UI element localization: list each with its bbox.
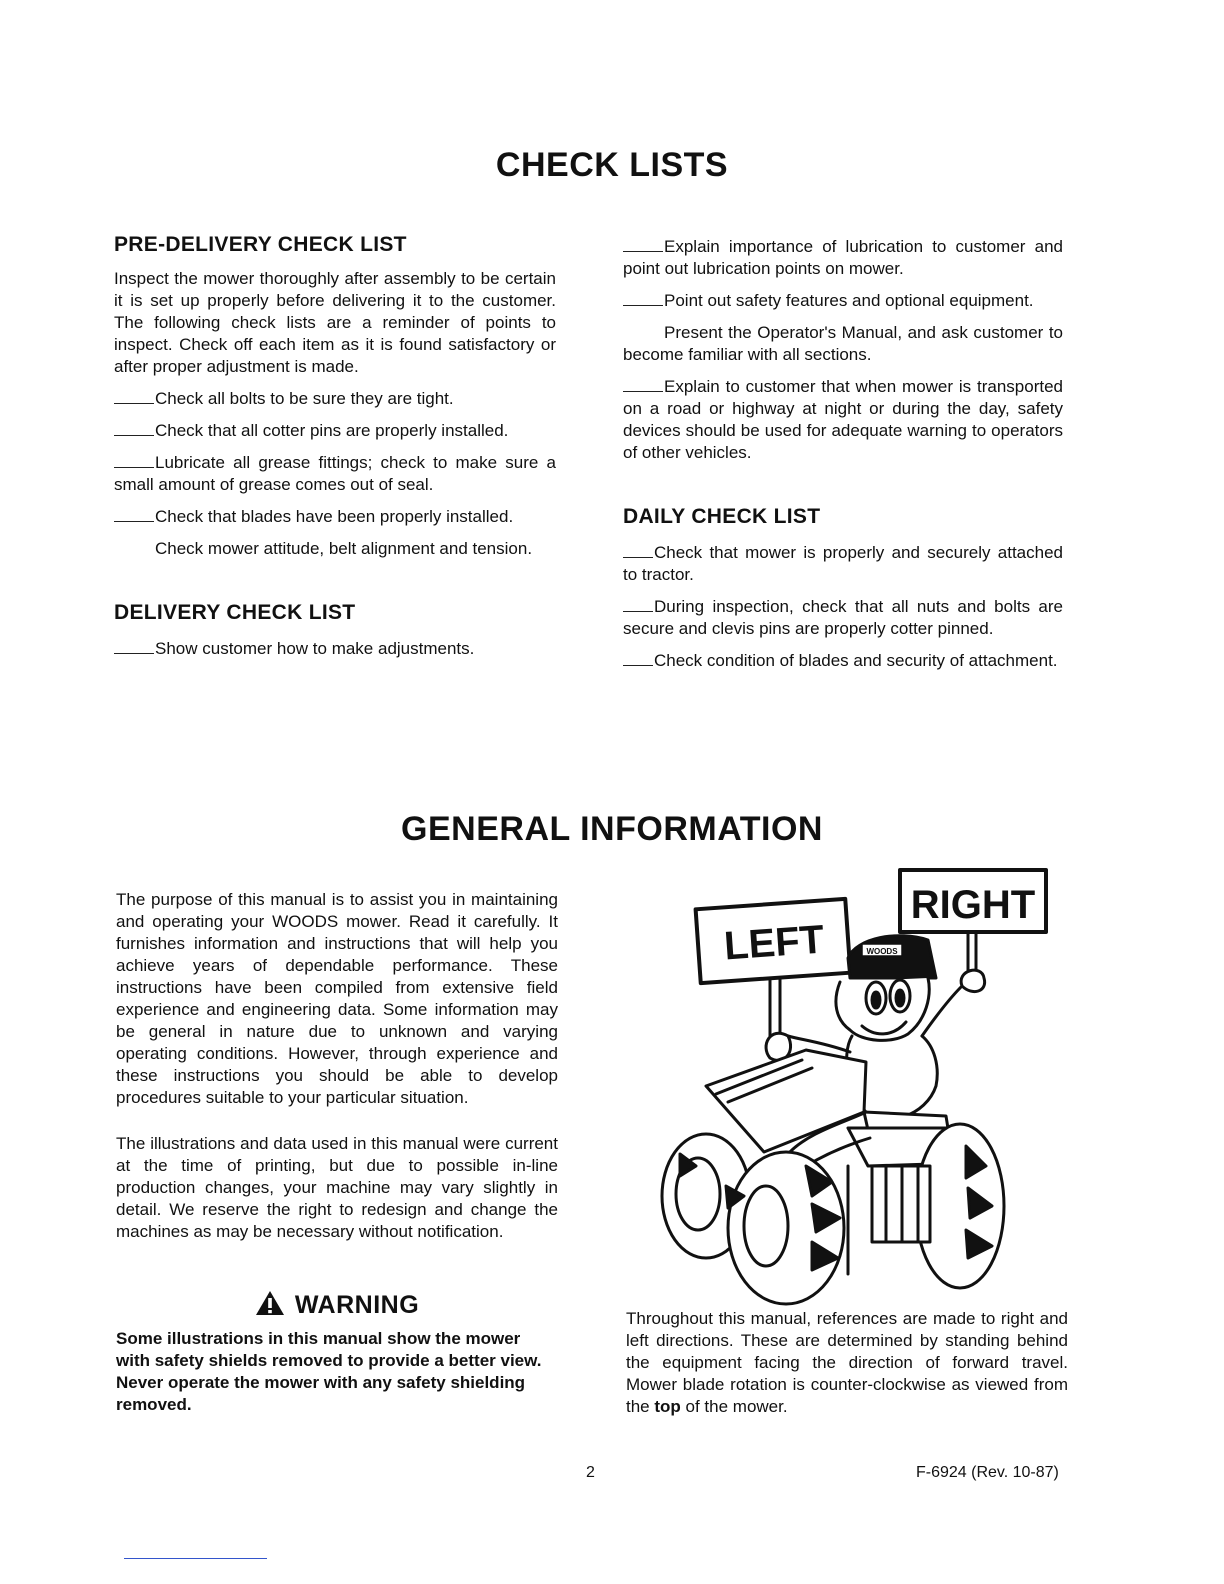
check-blank[interactable]: [114, 421, 154, 436]
checklist-item: [623, 236, 1063, 280]
right-sign-label: RIGHT: [910, 883, 1036, 927]
check-blank[interactable]: [623, 651, 653, 666]
checklist-item: [114, 388, 556, 410]
warning-triangle-icon: [255, 1290, 285, 1316]
general-paragraph-2: The illustrations and data used in this manual were current at the time of printing, but due to possible in-line production changes, your machine may vary slightly in detail. We reserve the right to redesign and change the machines as may be necessary without notification.: [116, 1134, 558, 1241]
page-number: 2: [586, 1464, 595, 1481]
document-id: F-6924 (Rev. 10-87): [916, 1464, 1059, 1481]
general-information-title: GENERAL INFORMATION: [401, 810, 823, 848]
check-blank[interactable]: [623, 597, 653, 612]
pre-delivery-intro: Inspect the mower thoroughly after assembly to be certain it is set up properly before delivering it to the customer. The following check lists are a reminder of points to inspect. Check off each item as it is found satisfactory or after proper adjustment is made.: [114, 269, 556, 376]
checklist-item: [623, 322, 1063, 366]
check-blank[interactable]: [114, 453, 154, 468]
pre-delivery-heading: PRE-DELIVERY CHECK LIST: [114, 233, 407, 256]
warning-box: [116, 1290, 558, 1416]
warning-title: WARNING: [294, 1291, 420, 1319]
check-blank[interactable]: [114, 507, 154, 522]
right-column: [623, 236, 1063, 682]
check-blank[interactable]: [623, 291, 663, 306]
checklist-item-text: Point out safety features and optional equipment.: [664, 291, 1034, 310]
checklist-item: [623, 542, 1063, 586]
checklist-item-text: Present the Operator's Manual, and ask customer to become familiar with all sections.: [623, 323, 1063, 364]
checklist-item-text: Check mower attitude, belt alignment and tension.: [155, 539, 533, 558]
checklist-item-text: During inspection, check that all nuts and bolts are secure and clevis pins are properly cotter pinned.: [623, 597, 1063, 638]
checklist-item-text: Check condition of blades and security of attachment.: [654, 651, 1058, 670]
checklist-item: [623, 290, 1063, 312]
left-sign-label: LEFT: [722, 917, 826, 969]
check-blank[interactable]: [623, 237, 663, 252]
checklist-item-text: Check that blades have been properly installed.: [155, 507, 514, 526]
checklist-item: [623, 650, 1063, 672]
check-blank[interactable]: [623, 324, 663, 338]
warning-header: [116, 1290, 558, 1320]
cap-logo: WOODS: [866, 947, 898, 956]
general-paragraph-1: The purpose of this manual is to assist you in maintaining and operating your WOODS mower. Read it carefully. It furnishes information and instructions that will help you achieve years of dependable performance. These instructions have been compiled from extensive field experience and engineering data. Some information may be general in nature due to unknown and varying operating conditions. However, through experience and these instructions you should be able to develop procedures suitable to your particular situation.: [116, 890, 558, 1107]
left-column: [114, 234, 556, 670]
daily-heading: DAILY CHECK LIST: [623, 505, 821, 528]
checklist-item: [114, 506, 556, 528]
checklist-item: [114, 452, 556, 496]
checklist-item-text: Show customer how to make adjustments.: [155, 639, 475, 658]
directions-text-part: of the mower.: [680, 1397, 788, 1416]
checklist-item: [114, 420, 556, 442]
checklist-item-text: Explain to customer that when mower is transported on a road or highway at night or during the day, safety devices should be used for adequate warning to operators of other vehicles.: [623, 377, 1063, 462]
footer-link-underline: [124, 1558, 267, 1559]
check-blank[interactable]: [623, 377, 663, 392]
checklist-item: [114, 538, 556, 560]
check-blank[interactable]: [623, 543, 653, 558]
check-blank[interactable]: [114, 389, 154, 404]
check-lists-title: CHECK LISTS: [495, 146, 729, 184]
general-left-column: [116, 889, 558, 1253]
checklist-item: [623, 376, 1063, 464]
warning-text: Some illustrations in this manual show the mower with safety shields removed to provide a better view. Never operate the mower with any safety shielding removed.: [116, 1329, 542, 1414]
directions-text: [626, 1308, 1068, 1418]
directions-text-bold: top: [654, 1397, 681, 1416]
checklist-item: [114, 638, 556, 660]
check-blank[interactable]: [114, 639, 154, 654]
checklist-item-text: Check that all cotter pins are properly installed.: [155, 421, 509, 440]
checklist-item-text: Check that mower is properly and securely attached to tractor.: [623, 543, 1063, 584]
directions-text-part: Throughout this manual, references are made to right and left directions. These are determined by standing behind the equipment facing the direction of forward travel. Mower blade rotation is counter-clockwise as viewed from the: [626, 1309, 1068, 1416]
directions-paragraph: [626, 1308, 1068, 1428]
checklist-item-text: Explain importance of lubrication to customer and point out lubrication points on mower.: [623, 237, 1063, 278]
left-right-mascot-illustration: [636, 866, 1050, 1308]
checklist-item-text: Lubricate all grease fittings; check to make sure a small amount of grease comes out of seal.: [114, 453, 556, 494]
checklist-item: [623, 596, 1063, 640]
checklist-item-text: Check all bolts to be sure they are tight.: [155, 389, 454, 408]
delivery-heading: DELIVERY CHECK LIST: [114, 601, 356, 624]
check-blank[interactable]: [114, 540, 154, 554]
